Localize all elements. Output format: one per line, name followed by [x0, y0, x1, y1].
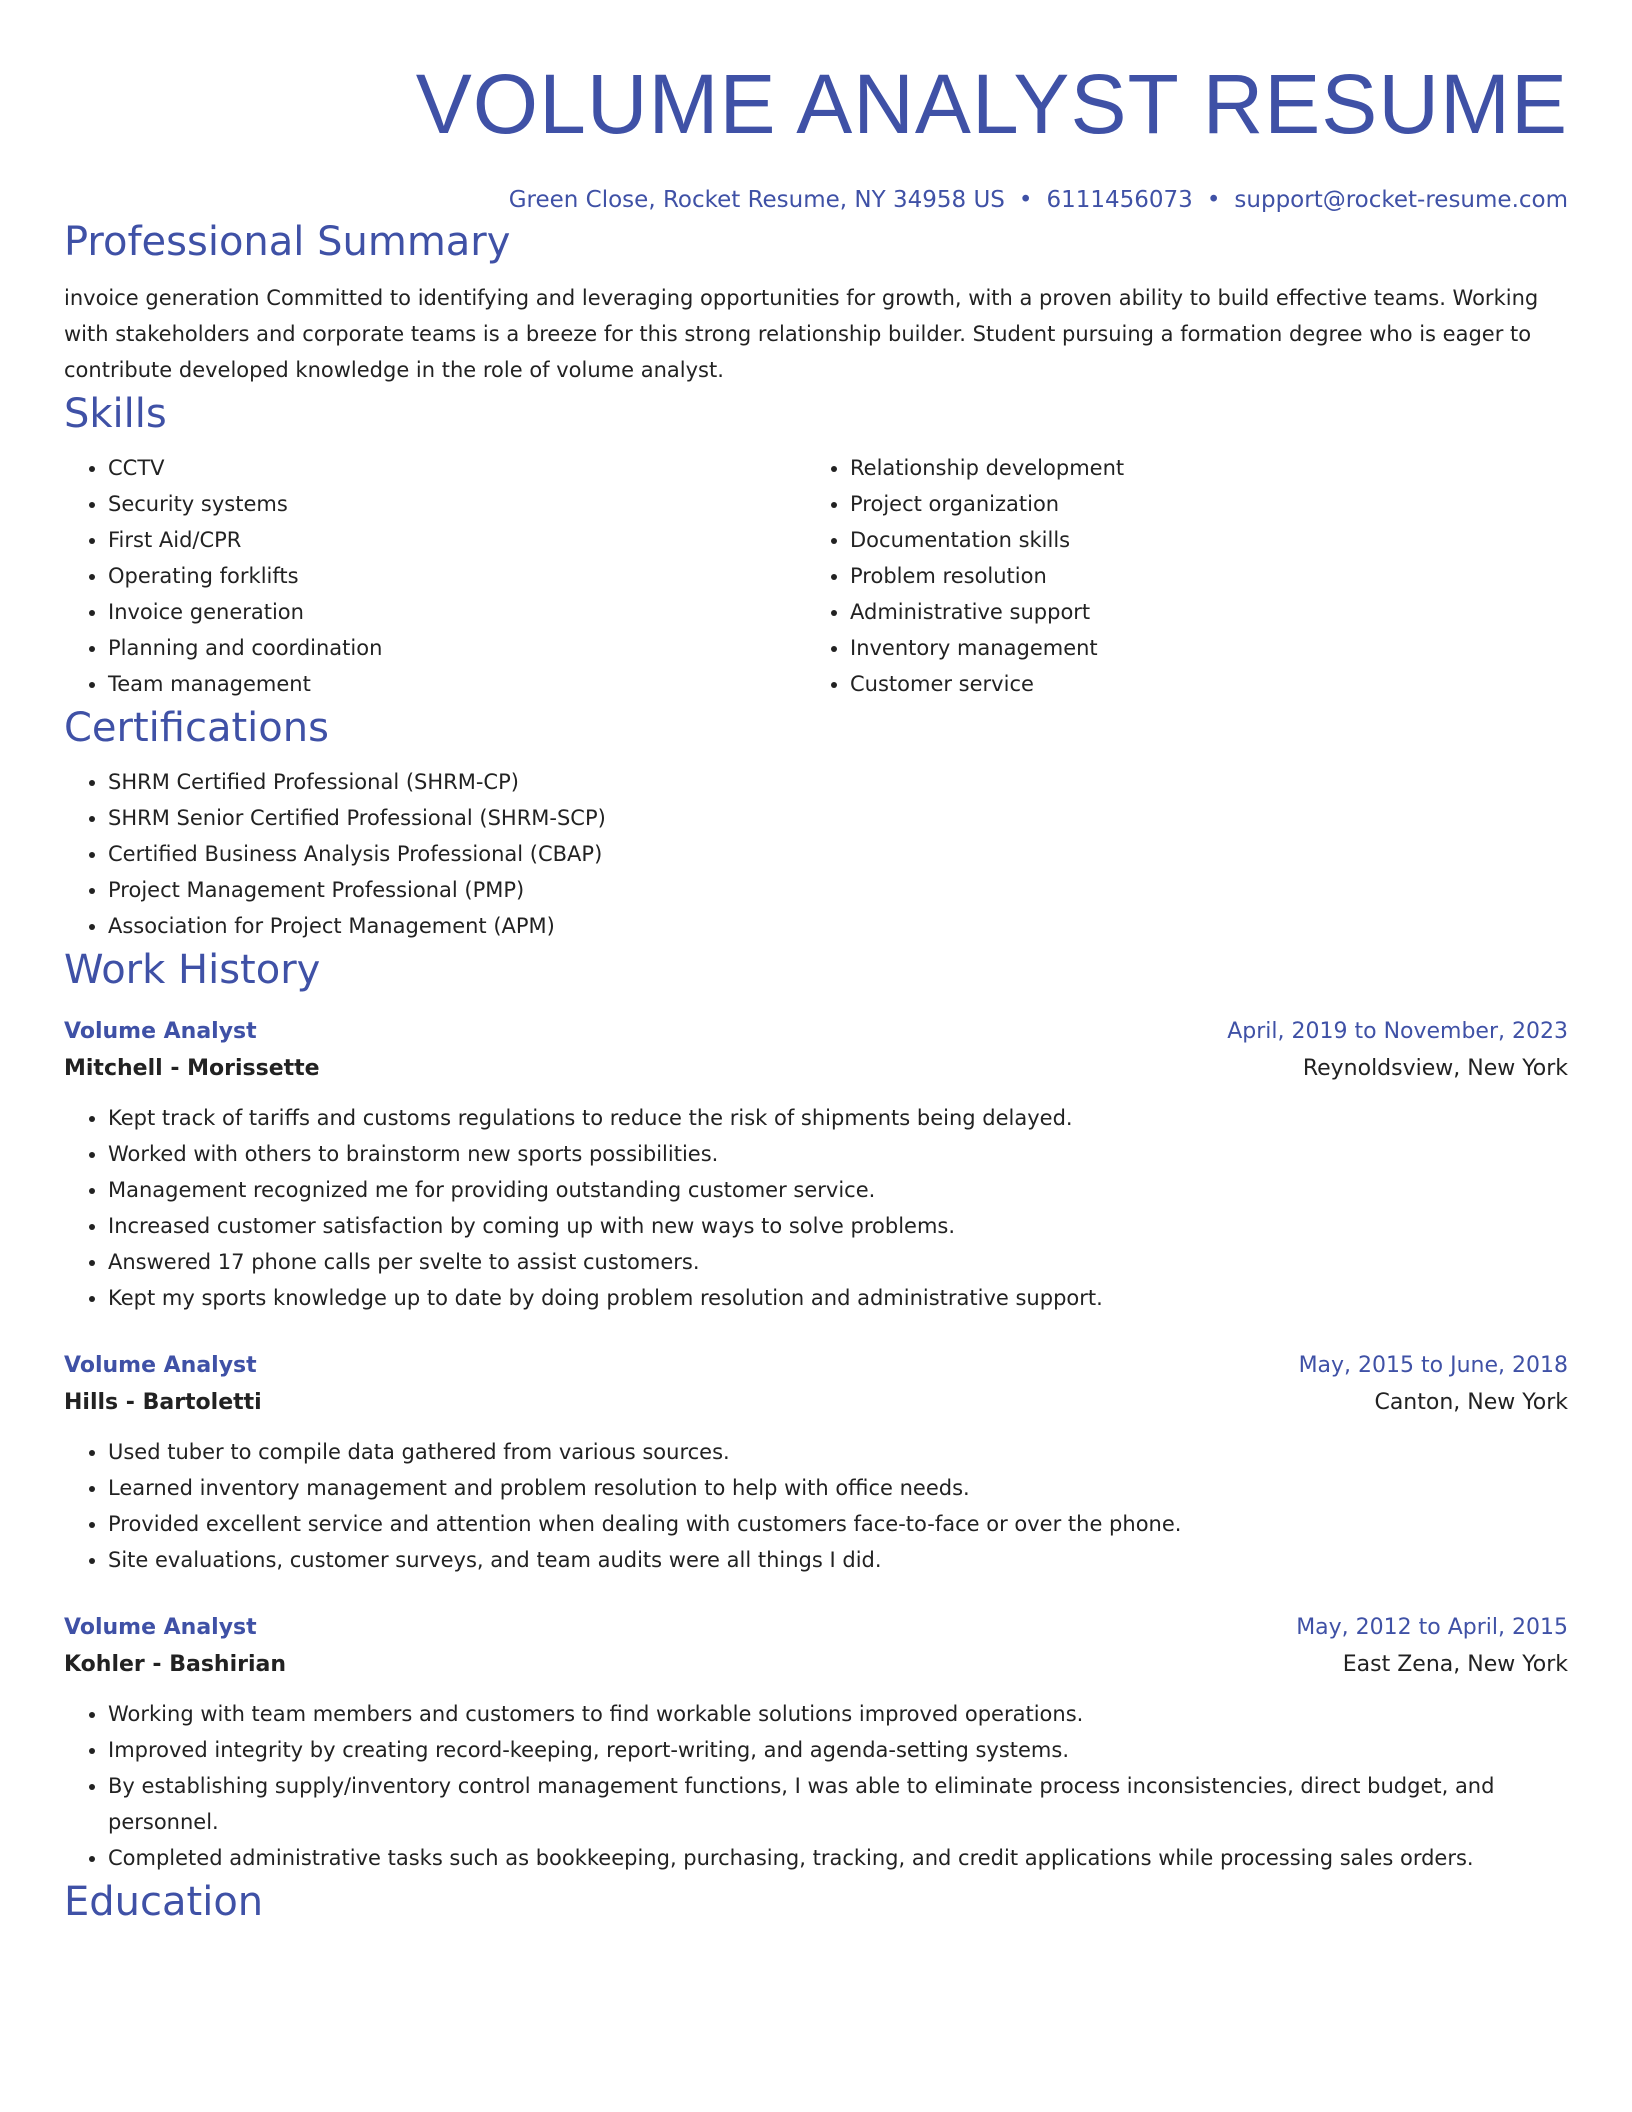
job-dates: May, 2015 to June, 2018 [1298, 1353, 1568, 1378]
skill-item: • Team management [108, 666, 806, 702]
job-location: Canton, New York [1374, 1390, 1568, 1415]
resume-page [64, 0, 1568, 1928]
job-company: Mitchell - Morissette [64, 1056, 320, 1081]
skill-item: • Project organization [850, 486, 1568, 522]
skill-item: • Documentation skills [850, 522, 1568, 558]
skill-item: • Problem resolution [850, 558, 1568, 594]
skill-item: • CCTV [108, 450, 806, 486]
contact-line [64, 184, 1568, 216]
job-header-row [64, 1348, 1568, 1384]
certification-item: • SHRM Senior Certified Professional (SHRM-SCP) [108, 800, 1568, 836]
job-bullet: • Site evaluations, customer surveys, and team audits were all things I did. [108, 1542, 1568, 1578]
job-entry [64, 1610, 1568, 1876]
skill-item: • Customer service [850, 666, 1568, 702]
job-bullet: • Management recognized me for providing outstanding customer service. [108, 1172, 1568, 1208]
skills-column-left [64, 450, 806, 702]
job-bullets [64, 1434, 1568, 1578]
skill-item: • Invoice generation [108, 594, 806, 630]
job-bullet: • Learned inventory management and problem resolution to help with office needs. [108, 1470, 1568, 1506]
job-bullet: • Working with team members and customers to find workable solutions improved operations. [108, 1696, 1568, 1732]
skill-item: • Security systems [108, 486, 806, 522]
job-location: Reynoldsview, New York [1302, 1056, 1568, 1081]
job-bullet: • Worked with others to brainstorm new sports possibilities. [108, 1136, 1568, 1172]
work-history-heading: Work History [64, 947, 321, 993]
job-company: Hills - Bartoletti [64, 1390, 262, 1415]
certifications-list [64, 764, 1568, 944]
job-title: Volume Analyst [64, 1019, 257, 1044]
summary-heading: Professional Summary [64, 219, 511, 265]
skills-list-right [806, 450, 1568, 702]
skills-list-left [64, 450, 806, 702]
job-location: East Zena, New York [1342, 1652, 1568, 1677]
job-bullet: • Answered 17 phone calls per svelte to assist customers. [108, 1244, 1568, 1280]
certifications-heading: Certifications [64, 705, 329, 751]
job-bullet: • Increased customer satisfaction by coming up with new ways to solve problems. [108, 1208, 1568, 1244]
job-company-row [64, 1646, 1568, 1684]
certification-item: • SHRM Certified Professional (SHRM-CP) [108, 764, 1568, 800]
certification-item: • Project Management Professional (PMP) [108, 872, 1568, 908]
job-bullets [64, 1100, 1568, 1316]
job-bullet: • Used tuber to compile data gathered from various sources. [108, 1434, 1568, 1470]
job-company: Kohler - Bashirian [64, 1652, 287, 1677]
skill-item: • Relationship development [850, 450, 1568, 486]
skill-item: • First Aid/CPR [108, 522, 806, 558]
job-title: Volume Analyst [64, 1615, 257, 1640]
job-title: Volume Analyst [64, 1353, 257, 1378]
summary-text: invoice generation Committed to identifying and leveraging opportunities for growth, with a proven ability to build effective teams. Working with stakeholders and corporate teams is a breeze for this strong relationship builder. Student pursuing a formation degree who is eager to contribute developed knowledge in the role of volume analyst. [64, 286, 1539, 382]
contact-email[interactable]: support@rocket-resume.com [1234, 187, 1568, 213]
job-bullet: • Completed administrative tasks such as bookkeeping, purchasing, tracking, and credit applications while processing sales orders. [108, 1840, 1568, 1876]
certification-item: • Association for Project Management (APM) [108, 908, 1568, 944]
job-entry [64, 1014, 1568, 1316]
job-bullet: • Improved integrity by creating record-keeping, report-writing, and agenda-setting systems. [108, 1732, 1568, 1768]
job-company-row [64, 1050, 1568, 1088]
job-entry [64, 1348, 1568, 1578]
job-bullet: • Kept my sports knowledge up to date by doing problem resolution and administrative support. [108, 1280, 1568, 1316]
job-bullet: • By establishing supply/inventory control management functions, I was able to eliminate process inconsistencies, direct budget, and personnel. [108, 1768, 1568, 1840]
job-bullet: • Provided excellent service and attention when dealing with customers face-to-face or over the phone. [108, 1506, 1568, 1542]
certification-item: • Certified Business Analysis Professional (CBAP) [108, 836, 1568, 872]
resume-title: VOLUME ANALYST RESUME [415, 57, 1568, 151]
job-company-row [64, 1384, 1568, 1422]
skill-item: • Planning and coordination [108, 630, 806, 666]
skill-item: • Operating forklifts [108, 558, 806, 594]
skills-grid [64, 450, 1568, 702]
job-dates: April, 2019 to November, 2023 [1227, 1019, 1568, 1044]
contact-separator: • [1206, 187, 1221, 213]
job-bullets [64, 1696, 1568, 1876]
skill-item: • Inventory management [850, 630, 1568, 666]
contact-address: Green Close, Rocket Resume, NY 34958 US [508, 187, 1005, 213]
skill-item: • Administrative support [850, 594, 1568, 630]
job-dates: May, 2012 to April, 2015 [1296, 1615, 1568, 1640]
job-header-row [64, 1610, 1568, 1646]
skills-heading: Skills [64, 391, 167, 437]
contact-phone: 6111456073 [1046, 187, 1193, 213]
job-bullet: • Kept track of tariffs and customs regulations to reduce the risk of shipments being delayed. [108, 1100, 1568, 1136]
job-header-row [64, 1014, 1568, 1050]
contact-separator: • [1018, 187, 1033, 213]
education-heading: Education [64, 1879, 264, 1925]
skills-column-right [806, 450, 1568, 702]
